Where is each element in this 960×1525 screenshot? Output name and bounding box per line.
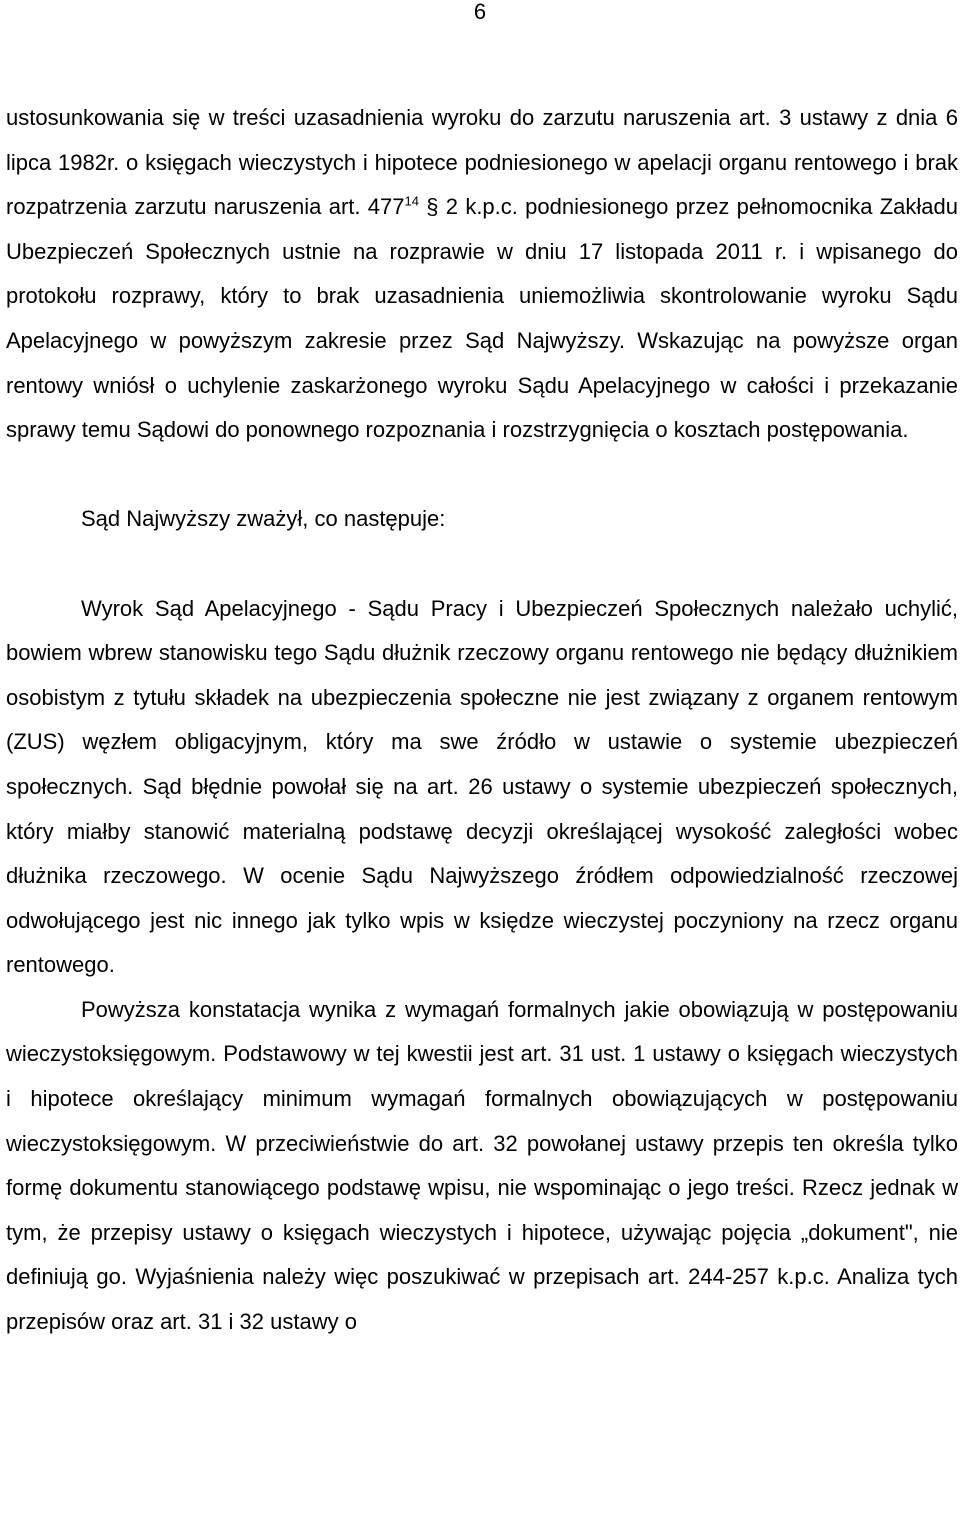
paragraph-ruling: Wyrok Sąd Apelacyjnego - Sądu Pracy i Ubezpieczeń Społecznych należało uchylić, bowiem wbrew stanowisku tego Sądu dłużnik rzeczowy organu rentowego nie będący dłużnikiem osobistym z tytułu składek na ubezpieczenia społeczne nie jest związany z organem rentowym (ZUS) węzłem obligacyjnym, który ma swe źródło w ustawie o systemie ubezpieczeń społecznych. Sąd błędnie powołał się na art. 26 ustawy o systemie ubezpieczeń społecznych, który miałby stanowić materialną podstawę decyzji określającej wysokość zaległości wobec dłużnika rzeczowego. W ocenie Sądu Najwyższego źródłem odpowiedzialność rzeczowej odwołującego jest nic innego jak tylko wpis w księdze wieczystej poczyniony na rzecz organu rentowego. [6,595,958,978]
paragraph-appeal-summary [6,96,958,453]
superscript-article-number: 14 [404,193,419,209]
paragraph-text: § 2 k.p.c. podniesionego przez pełnomocnika Zakładu Ubezpieczeń Społecznych ustnie na rozprawie w dniu 17 listopada 2011 r. i wpisanego do protokołu rozprawy, który to brak uzasadnienia uniemożliwia skontrolowanie wyroku Sądu Apelacyjnego w powyższym zakresie przez Sąd Najwyższy. Wskazując na powyższe organ rentowy wniósł o uchylenie zaskarżonego wyroku Sądu Apelacyjnego w całości i przekazanie sprawy temu Sądowi do ponownego rozpoznania i rozstrzygnięcia o kosztach postępowania. [6,194,958,443]
paragraph-text: ustosunkowania się w treści uzasadnienia wyroku do zarzutu naruszenia art. 3 ustawy z dnia 6 lipca 1982r. o księgach wieczystych i hipotece podniesionego w apelacji organu rentowego i brak rozpatrzenia zarzutu naruszenia art. 477 [6,105,958,220]
document-body [6,96,958,1345]
page-number: 6 [473,0,487,24]
paragraph-analysis: Powyższa konstatacja wynika z wymagań formalnych jakie obowiązują w postępowaniu wieczystoksięgowym. Podstawowy w tej kwestii jest art. 31 ust. 1 ustawy o księgach wieczystych i hipotece określający minimum wymagań formalnych obowiązujących w postępowaniu wieczystoksięgowym. W przeciwieństwie do art. 32 powołanej ustawy przepis ten określa tylko formę dokumentu stanowiącego podstawę wpisu, nie wspominając o jego treści. Rzecz jednak w tym, że przepisy ustawy o księgach wieczystych i hipotece, używając pojęcia „dokument", nie definiują go. Wyjaśnienia należy więc poszukiwać w przepisach art. 244-257 k.p.c. Analiza tych przepisów oraz art. 31 i 32 ustawy o [6,996,958,1335]
section-heading: Sąd Najwyższy zważył, co następuje: [81,506,446,532]
